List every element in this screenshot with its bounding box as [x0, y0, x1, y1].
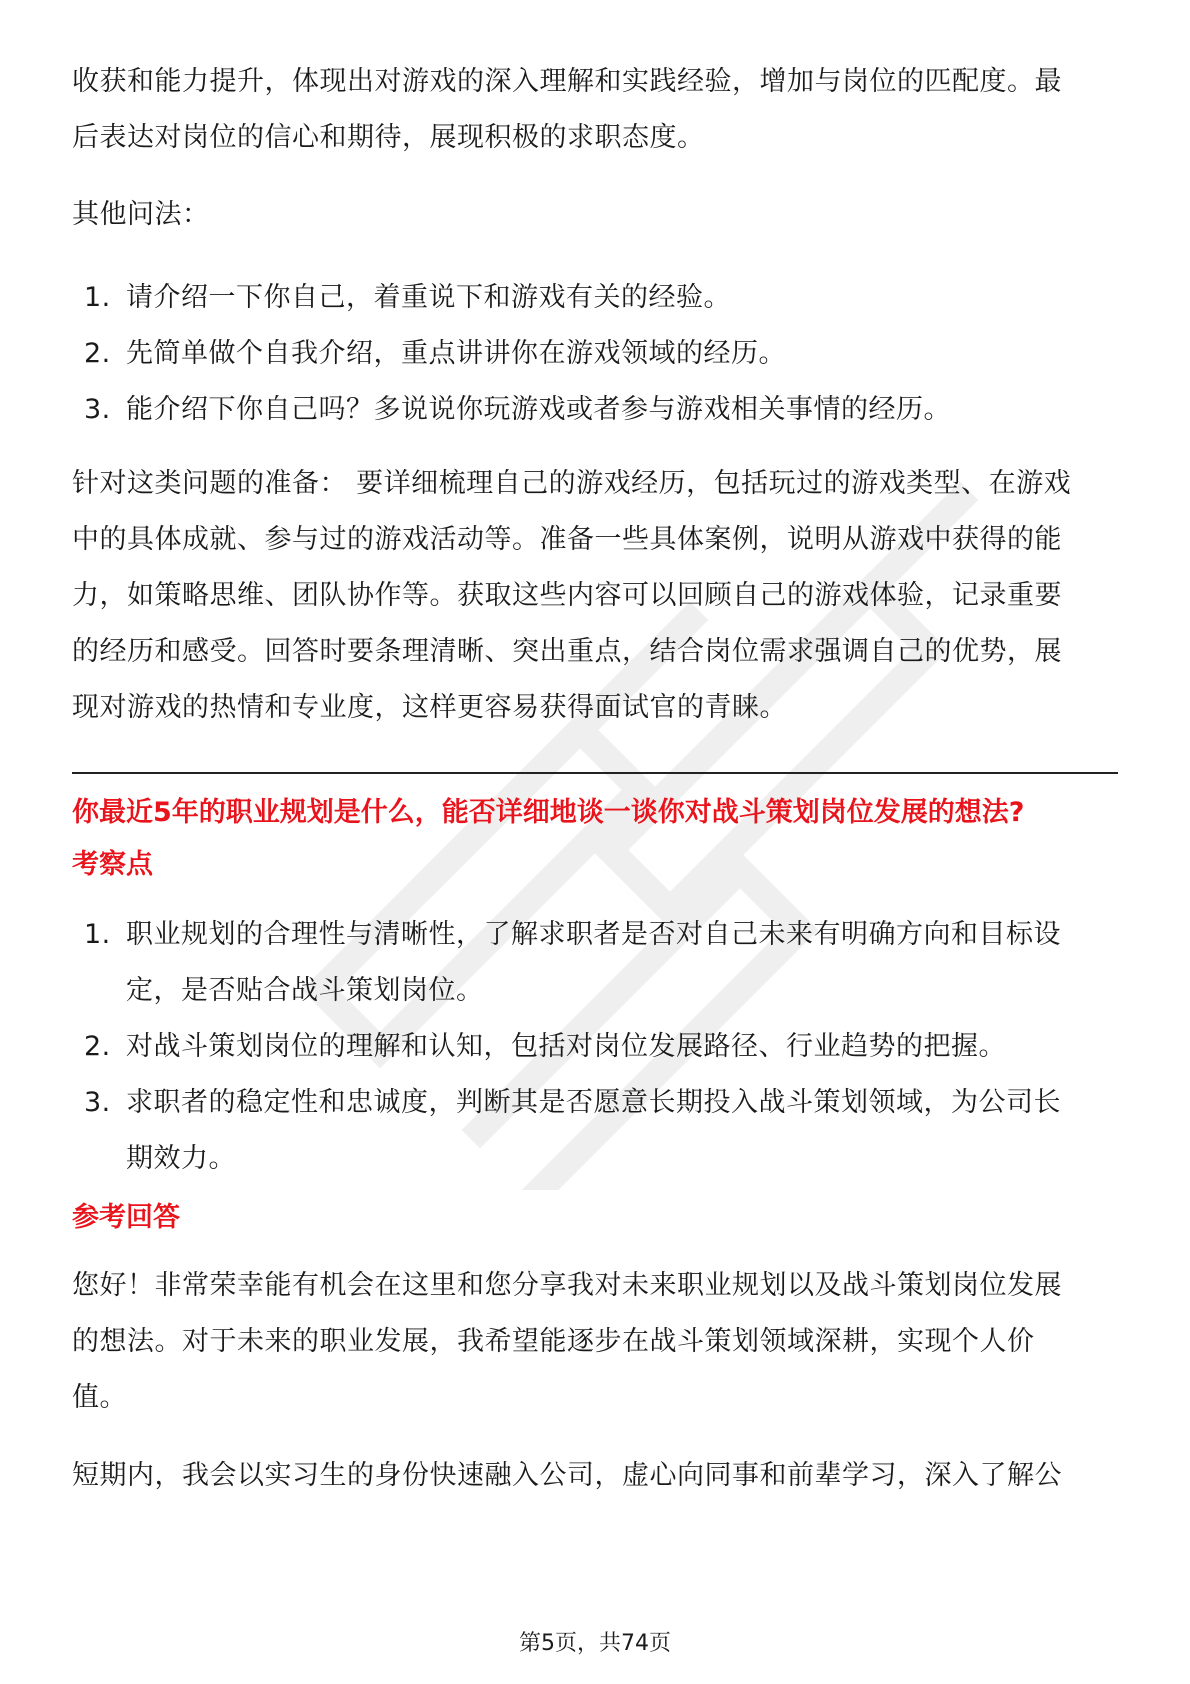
- answer-heading: 参考回答: [72, 1202, 180, 1233]
- list-text: 对战斗策划岗位的理解和认知，包括对岗位发展路径、行业趋势的把握。: [126, 1031, 1006, 1062]
- list-item: [72, 326, 1118, 382]
- list-number: 1.: [84, 282, 111, 313]
- intro-line-1: 收获和能力提升，体现出对游戏的深入理解和实践经验，增加与岗位的匹配度。最: [72, 66, 1062, 97]
- list-text: 能介绍下你自己吗？多说说你玩游戏或者参与游戏相关事情的经历。: [126, 394, 951, 425]
- list-text: 先简单做个自我介绍，重点讲讲你在游戏领域的经历。: [126, 338, 786, 369]
- answer-line: 您好！非常荣幸能有机会在这里和您分享我对未来职业规划以及战斗策划岗位发展: [72, 1270, 1062, 1301]
- list-text: 职业规划的合理性与清晰性，了解求职者是否对自己未来有明确方向和目标设: [126, 919, 1061, 950]
- prep-line: 现对游戏的热情和专业度，这样更容易获得面试官的青睐。: [72, 692, 787, 723]
- answer-line: 的想法。对于未来的职业发展，我希望能逐步在战斗策划领域深耕，实现个人价: [72, 1326, 1035, 1357]
- points-heading: 考察点: [72, 849, 153, 880]
- list-number: 2.: [84, 338, 111, 369]
- answer-line: 值。: [72, 1382, 127, 1413]
- list-text: 期效力。: [126, 1143, 236, 1174]
- list-number: 3.: [84, 1087, 111, 1118]
- list-number: 1.: [84, 919, 111, 950]
- page-footer: 第5页，共74页: [519, 1631, 671, 1656]
- list-text: 请介绍一下你自己，着重说下和游戏有关的经验。: [126, 282, 731, 313]
- points-list: [72, 907, 1118, 1187]
- list-item: [72, 270, 1118, 326]
- list-text: 求职者的稳定性和忠诚度，判断其是否愿意长期投入战斗策划领域，为公司长: [126, 1087, 1061, 1118]
- list-number: 3.: [84, 394, 111, 425]
- question-title: 你最近5年的职业规划是什么，能否详细地谈一谈你对战斗策划岗位发展的想法?: [72, 797, 1025, 828]
- list-item: [72, 907, 1118, 1019]
- other-asks-label: 其他问法：: [72, 199, 210, 230]
- prep-line: 中的具体成就、参与过的游戏活动等。准备一些具体案例，说明从游戏中获得的能: [72, 524, 1062, 555]
- short-term-line: 短期内，我会以实习生的身份快速融入公司，虚心向同事和前辈学习，深入了解公: [72, 1460, 1062, 1491]
- intro-line-2: 后表达对岗位的信心和期待，展现积极的求职态度。: [72, 122, 705, 153]
- prep-line: 针对这类问题的准备： 要详细梳理自己的游戏经历，包括玩过的游戏类型、在游戏: [72, 468, 1072, 499]
- intro-paragraph: [72, 54, 1118, 166]
- prep-paragraph: [72, 456, 1118, 736]
- list-item: [72, 382, 1118, 438]
- prep-line: 的经历和感受。回答时要条理清晰、突出重点，结合岗位需求强调自己的优势，展: [72, 636, 1062, 667]
- list-item: [72, 1019, 1118, 1075]
- answer-paragraph: [72, 1258, 1118, 1426]
- section-divider: [72, 772, 1118, 774]
- list-text: 定，是否贴合战斗策划岗位。: [126, 975, 484, 1006]
- other-asks-list: [72, 270, 1118, 438]
- list-number: 2.: [84, 1031, 111, 1062]
- prep-line: 力，如策略思维、团队协作等。获取这些内容可以回顾自己的游戏体验，记录重要: [72, 580, 1062, 611]
- list-item: [72, 1075, 1118, 1187]
